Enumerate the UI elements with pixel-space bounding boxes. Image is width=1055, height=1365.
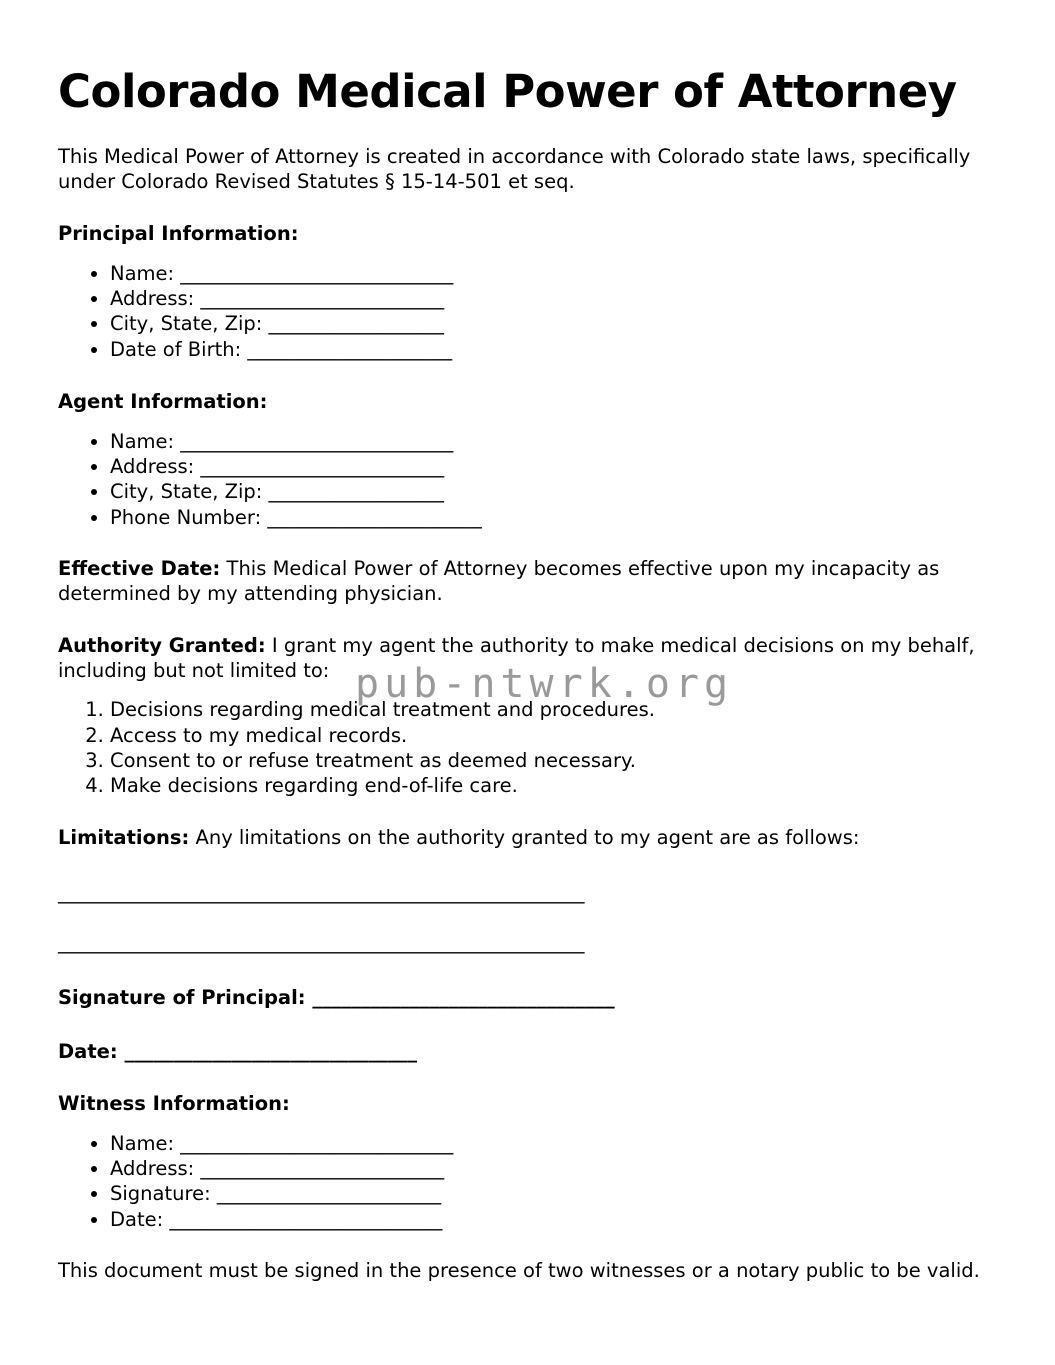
list-item: 1. Decisions regarding medical treatment and procedures. xyxy=(110,697,997,722)
list-item xyxy=(110,311,997,336)
field-blank-line[interactable]: _________________________ xyxy=(194,454,445,478)
list-item xyxy=(110,1131,997,1156)
field-label: Name: xyxy=(110,1131,175,1155)
effective-date-paragraph xyxy=(58,556,993,607)
signature-of-principal-field xyxy=(58,985,997,1010)
field-blank-line[interactable]: ____________________________ xyxy=(174,261,454,285)
limitations-paragraph xyxy=(58,825,993,850)
list-item: 3. Consent to or refuse treatment as deemed necessary. xyxy=(110,748,997,773)
effective-date-label: Effective Date: xyxy=(58,556,221,580)
signature-date-field xyxy=(58,1039,997,1064)
field-blank-line[interactable]: _____________________ xyxy=(241,337,453,361)
list-item: 2. Access to my medical records. xyxy=(110,723,997,748)
field-label: Date: xyxy=(110,1207,164,1231)
field-label: Address: xyxy=(110,287,195,311)
signature-date-label: Date: xyxy=(58,1040,118,1063)
field-blank-line[interactable]: ____________________________ xyxy=(174,429,454,453)
field-blank-line[interactable]: _________________________ xyxy=(194,1157,445,1181)
list-item xyxy=(110,1181,997,1206)
list-item: 4. Make decisions regarding end-of-life care. xyxy=(110,773,997,798)
list-item xyxy=(110,454,997,479)
list-item xyxy=(110,429,997,454)
site-watermark: pub-ntwrk.org xyxy=(355,661,734,707)
witness-information-list xyxy=(58,1131,997,1232)
intro-paragraph: This Medical Power of Attorney is created in accordance with Colorado state laws, specifically under Colorado Revised Statutes § 15-14-501 et seq. xyxy=(58,144,971,194)
authority-granted-list xyxy=(58,697,997,798)
limitations-blank-line-1[interactable]: ______________________________________________________ xyxy=(58,880,585,904)
list-item xyxy=(110,261,997,286)
list-item xyxy=(110,505,997,530)
field-label: Name: xyxy=(110,429,175,453)
field-blank-line[interactable]: __________________ xyxy=(262,312,445,336)
witness-information-heading: Witness Information: xyxy=(58,1092,290,1116)
field-blank-line[interactable]: ____________________________ xyxy=(174,1131,454,1155)
authority-granted-text: I grant my agent the authority to make medical decisions on my behalf, including but not limited to: xyxy=(58,633,975,682)
limitations-blank-line-2[interactable]: ______________________________________________________ xyxy=(58,931,585,955)
field-blank-line[interactable]: _________________________ xyxy=(194,287,445,311)
field-label: City, State, Zip: xyxy=(110,480,263,504)
list-item xyxy=(110,1156,997,1181)
list-item xyxy=(110,286,997,311)
closing-paragraph: This document must be signed in the presence of two witnesses or a notary public to be valid. xyxy=(58,1259,980,1283)
list-item xyxy=(110,479,997,504)
field-label: Phone Number: xyxy=(110,505,262,529)
list-item xyxy=(110,1207,997,1232)
field-label: City, State, Zip: xyxy=(110,312,263,336)
page-title: Colorado Medical Power of Attorney xyxy=(58,65,957,118)
list-item xyxy=(110,337,997,362)
signature-of-principal-label: Signature of Principal: xyxy=(58,985,306,1009)
field-label: Address: xyxy=(110,454,195,478)
limitations-text: Any limitations on the authority granted to my agent are as follows: xyxy=(189,825,860,849)
limitations-label: Limitations: xyxy=(58,825,190,849)
signature-date-blank-line[interactable]: ______________________________ xyxy=(117,1040,417,1063)
authority-granted-label: Authority Granted: xyxy=(58,633,266,657)
field-label: Signature: xyxy=(110,1182,211,1206)
principal-information-list xyxy=(58,261,997,362)
signature-of-principal-blank-line[interactable]: _______________________________ xyxy=(305,985,615,1009)
field-blank-line[interactable]: ____________________________ xyxy=(163,1207,443,1231)
field-label: Date of Birth: xyxy=(110,337,242,361)
field-blank-line[interactable]: ______________________ xyxy=(261,505,482,529)
effective-date-text: This Medical Power of Attorney becomes effective upon my incapacity as determined by my attending physician. xyxy=(58,556,940,606)
field-blank-line[interactable]: _______________________ xyxy=(210,1182,442,1206)
principal-information-heading: Principal Information: xyxy=(58,222,299,246)
authority-granted-paragraph xyxy=(58,633,993,684)
agent-information-list xyxy=(58,429,997,530)
agent-information-heading: Agent Information: xyxy=(58,390,268,414)
field-label: Name: xyxy=(110,261,175,285)
field-label: Address: xyxy=(110,1157,195,1181)
field-blank-line[interactable]: __________________ xyxy=(262,480,445,504)
